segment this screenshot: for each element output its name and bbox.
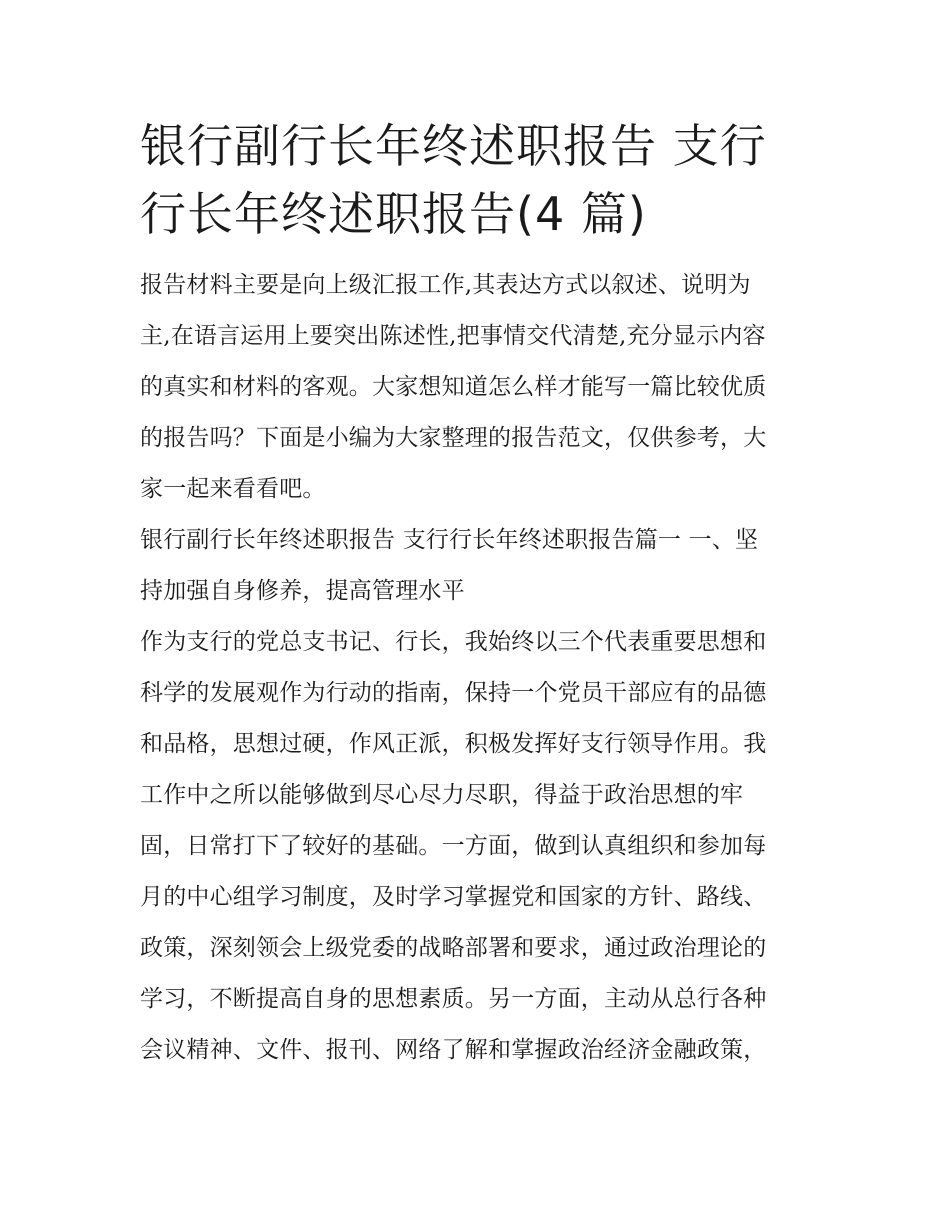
body-paragraph [140,617,820,1076]
text-line: 和品格，思想过硬，作风正派，积极发挥好支行领导作用。我 [140,731,767,757]
text-line: 固，日常打下了较好的基础。一方面，做到认真组织和参加每 [140,833,767,859]
text-line: 主,在语言运用上要突出陈述性,把事情交代清楚,充分显示内容 [140,323,766,349]
document-title [140,112,820,248]
title-line: 银行副行长年终述职报告 支行 [140,119,767,173]
title-line: 行长年终述职报告(4 篇) [140,187,647,241]
text-line: 银行副行长年终述职报告 支行行长年终述职报告篇一 一、坚 [140,527,759,553]
text-line: 持加强自身修养，提高管理水平 [140,578,465,604]
text-line: 政策，深刻领会上级党委的战略部署和要求，通过政治理论的 [140,935,767,961]
document-page [140,112,820,1076]
section-heading-paragraph [140,515,820,617]
intro-paragraph [140,260,820,515]
text-line: 作为支行的党总支书记、行长，我始终以三个代表重要思想和 [140,629,767,655]
text-line: 学习，不断提高自身的思想素质。另一方面，主动从总行各种 [140,986,767,1012]
text-line: 的报告吗？下面是小编为大家整理的报告范文，仅供参考，大 [140,425,767,451]
text-line: 报告材料主要是向上级汇报工作,其表达方式以叙述、说明为 [140,272,751,298]
text-line: 会议精神、文件、报刊、网络了解和掌握政治经济金融政策， [140,1037,767,1063]
document-body [140,260,820,1076]
text-line: 月的中心组学习制度，及时学习掌握党和国家的方针、路线、 [140,884,767,910]
text-line: 家一起来看看吧。 [140,476,326,502]
text-line: 工作中之所以能够做到尽心尽力尽职，得益于政治思想的牢 [140,782,744,808]
text-line: 科学的发展观作为行动的指南，保持一个党员干部应有的品德 [140,680,767,706]
text-line: 的真实和材料的客观。大家想知道怎么样才能写一篇比较优质 [140,374,767,400]
